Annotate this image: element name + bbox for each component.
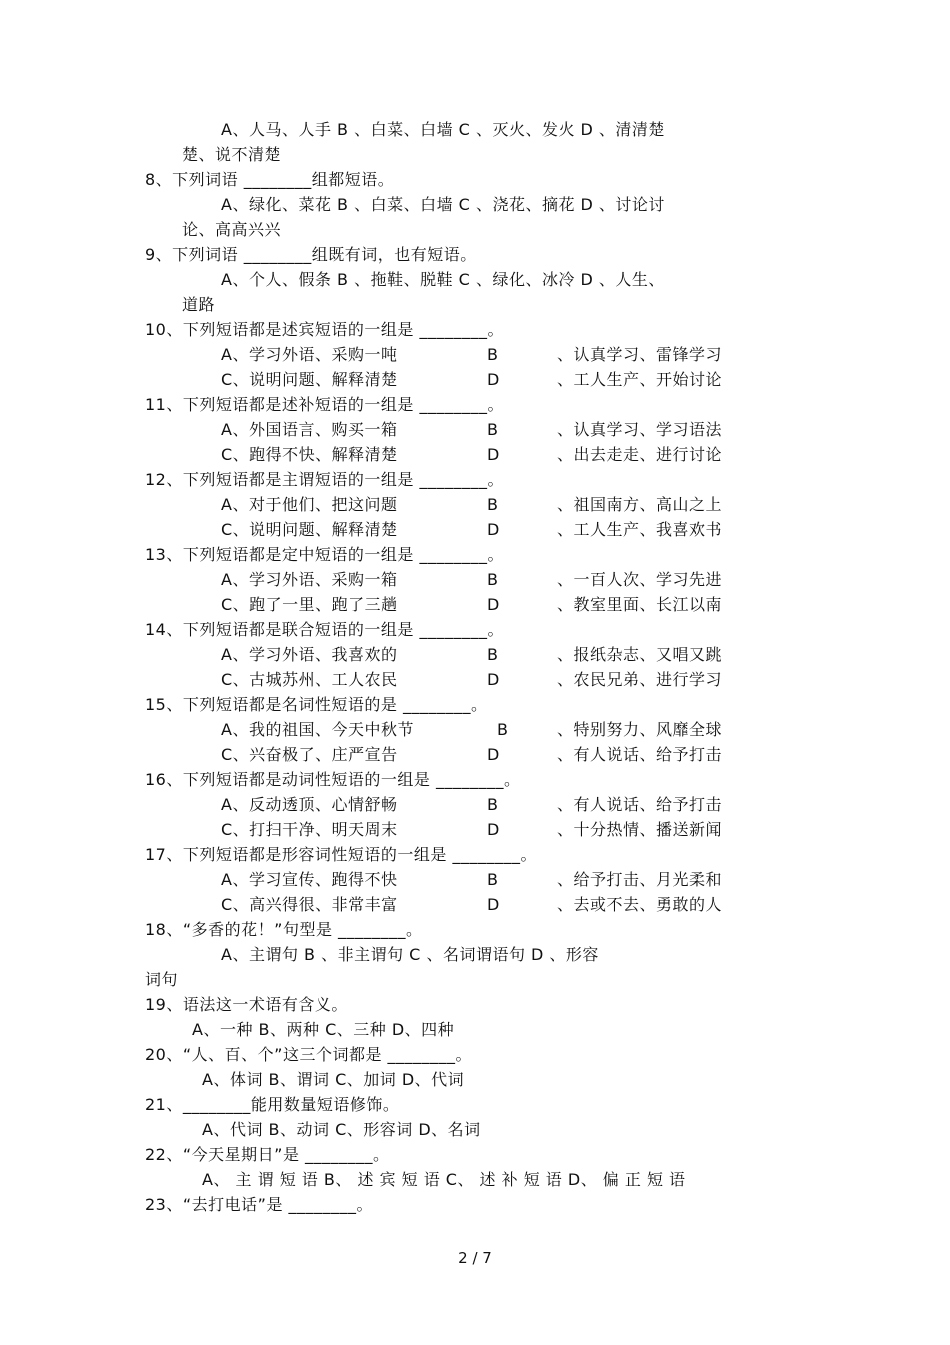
option-d-letter: D — [487, 745, 500, 764]
question-18: 18、“多香的花！”句型是 ________。 — [145, 920, 423, 939]
option-c: C、高兴得很、非常丰富 — [221, 895, 398, 914]
option-d-letter: D — [487, 445, 500, 464]
option-d: 、十分热情、播送新闻 — [557, 820, 723, 839]
option-d-letter: D — [487, 670, 500, 689]
option-b: 、认真学习、学习语法 — [557, 420, 723, 439]
option-d: 、教室里面、长江以南 — [557, 595, 723, 614]
question-23: 23、“去打电话”是 ________。 — [145, 1195, 374, 1214]
question-14: 14、下列短语都是联合短语的一组是 ________。 — [145, 620, 504, 639]
question-16: 16、下列短语都是动词性短语的一组是 ________。 — [145, 770, 521, 789]
option-a: A、外国语言、购买一箱 — [221, 420, 398, 439]
question-15: 15、下列短语都是名词性短语的是 ________。 — [145, 695, 488, 714]
option-b-letter: B — [487, 420, 499, 439]
option-c: C、古城苏州、工人农民 — [221, 670, 398, 689]
question-8: 8、下列词语 ________组都短语。 — [145, 170, 395, 189]
option-b: 、特别努力、风靡全球 — [557, 720, 723, 739]
option-d-letter: D — [487, 595, 500, 614]
option-c: C、兴奋极了、庄严宣告 — [221, 745, 398, 764]
option-c: C、说明问题、解释清楚 — [221, 520, 398, 539]
question-11: 11、下列短语都是述补短语的一组是 ________。 — [145, 395, 504, 414]
option-b: 、给予打击、月光柔和 — [557, 870, 723, 889]
option-line: A、代词 B、动词 C、形容词 D、名词 — [202, 1120, 481, 1139]
option-c: C、打扫干净、明天周末 — [221, 820, 398, 839]
option-d-letter: D — [487, 370, 500, 389]
question-17: 17、下列短语都是形容词性短语的一组是 ________。 — [145, 845, 537, 864]
option-a: A、反动透顶、心情舒畅 — [221, 795, 398, 814]
option-d-letter: D — [487, 820, 500, 839]
option-a: A、我的祖国、今天中秋节 — [221, 720, 414, 739]
question-10: 10、下列短语都是述宾短语的一组是 ________。 — [145, 320, 504, 339]
option-a: A、对于他们、把这问题 — [221, 495, 398, 514]
question-22: 22、“今天星期日”是 ________。 — [145, 1145, 390, 1164]
option-line: A、 主 谓 短 语 B、 述 宾 短 语 C、 述 补 短 语 D、 偏 正 短 语 — [202, 1170, 686, 1189]
option-line: A、体词 B、谓词 C、加词 D、代词 — [202, 1070, 465, 1089]
option-line: A、人马、人手 B 、白菜、白墙 C 、灭火、发火 D 、清清楚 — [221, 120, 665, 139]
option-line-continued: 论、高高兴兴 — [182, 220, 282, 239]
option-b: 、祖国南方、高山之上 — [557, 495, 723, 514]
option-line: A、绿化、菜花 B 、白菜、白墙 C 、浇花、摘花 D 、讨论讨 — [221, 195, 665, 214]
option-b-letter: B — [487, 495, 499, 514]
option-c: C、跑得不快、解释清楚 — [221, 445, 398, 464]
option-b-letter: B — [487, 870, 499, 889]
option-line-continued: 道路 — [182, 295, 216, 314]
option-d: 、工人生产、开始讨论 — [557, 370, 723, 389]
option-b: 、认真学习、雷锋学习 — [557, 345, 723, 364]
option-b-letter: B — [487, 645, 499, 664]
question-19: 19、语法这一术语有含义。 — [145, 995, 348, 1014]
question-20: 20、“人、百、个”这三个词都是 ________。 — [145, 1045, 473, 1064]
option-b: 、报纸杂志、又唱又跳 — [557, 645, 723, 664]
option-b-letter: B — [497, 720, 509, 739]
option-d: 、出去走走、进行讨论 — [557, 445, 723, 464]
option-a: A、学习外语、我喜欢的 — [221, 645, 398, 664]
option-line: A、主谓句 B 、非主谓句 C 、名词谓语句 D 、形容 — [221, 945, 599, 964]
option-a: A、学习宣传、跑得不快 — [221, 870, 398, 889]
option-d-letter: D — [487, 895, 500, 914]
page-number: 2 / 7 — [458, 1249, 492, 1267]
option-line-continued: 楚、说不清楚 — [182, 145, 282, 164]
option-d: 、有人说话、给予打击 — [557, 745, 723, 764]
option-c: C、说明问题、解释清楚 — [221, 370, 398, 389]
question-13: 13、下列短语都是定中短语的一组是 ________。 — [145, 545, 504, 564]
question-9: 9、下列词语 ________组既有词，也有短语。 — [145, 245, 477, 264]
question-12: 12、下列短语都是主谓短语的一组是 ________。 — [145, 470, 504, 489]
option-b-letter: B — [487, 570, 499, 589]
option-d-letter: D — [487, 520, 500, 539]
option-a: A、学习外语、采购一箱 — [221, 570, 398, 589]
option-line: A、一种 B、两种 C、三种 D、四种 — [192, 1020, 455, 1039]
option-b-letter: B — [487, 795, 499, 814]
option-d: 、农民兄弟、进行学习 — [557, 670, 723, 689]
option-a: A、学习外语、采购一吨 — [221, 345, 398, 364]
option-b: 、有人说话、给予打击 — [557, 795, 723, 814]
option-line-continued: 词句 — [145, 970, 179, 989]
option-b-letter: B — [487, 345, 499, 364]
option-c: C、跑了一里、跑了三趟 — [221, 595, 398, 614]
option-b: 、一百人次、学习先进 — [557, 570, 723, 589]
option-line: A、个人、假条 B 、拖鞋、脱鞋 C 、绿化、冰冷 D 、人生、 — [221, 270, 665, 289]
question-21: 21、________能用数量短语修饰。 — [145, 1095, 400, 1114]
option-d: 、去或不去、勇敢的人 — [557, 895, 723, 914]
option-d: 、工人生产、我喜欢书 — [557, 520, 723, 539]
